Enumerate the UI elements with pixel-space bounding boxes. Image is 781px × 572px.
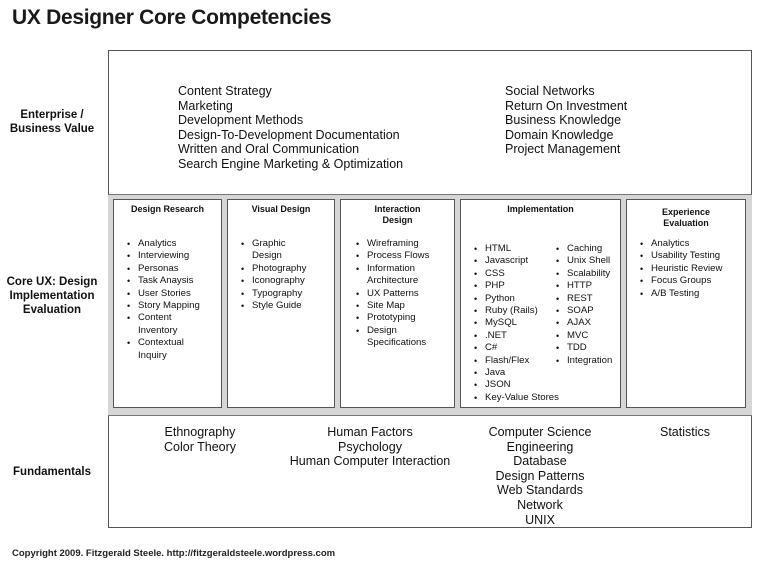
list-item: • Focus Groups <box>639 275 745 287</box>
list-item: • Caching <box>555 243 612 255</box>
fundamentals-item: Color Theory <box>163 439 237 454</box>
list-item: • Prototyping <box>355 312 454 324</box>
fundamentals-item: UNIX <box>525 512 555 527</box>
list-item: • Contextual Inquiry <box>126 337 198 362</box>
enterprise-item: Project Management <box>505 142 621 156</box>
list-item: • Style Guide <box>240 300 334 312</box>
list-item: • AJAX <box>555 317 612 329</box>
list-item: • UX Patterns <box>355 288 454 300</box>
list-item: • Interviewing <box>126 250 221 262</box>
fundamentals-item: Ethnography <box>164 425 236 439</box>
visual-design-list <box>240 238 334 312</box>
copyright-text: Copyright 2009. Fitzgerald Steele. http://fitzgeraldsteele.wordpress.com <box>12 548 336 559</box>
fundamentals-col-4 <box>645 425 725 440</box>
list-item: • JSON <box>473 379 559 391</box>
fundamentals-col-1 <box>150 425 250 454</box>
list-item: • CSS <box>473 268 559 280</box>
box-title: Design Research <box>130 204 205 214</box>
design-research-list <box>126 238 221 362</box>
fundamentals-item: Statistics <box>659 425 710 439</box>
box-implementation <box>460 199 621 408</box>
list-item: • Flash/Flex <box>473 355 559 367</box>
enterprise-right-list <box>505 84 627 157</box>
fundamentals-item: Human Computer Interaction <box>289 454 451 469</box>
implementation-list-col2 <box>555 243 612 367</box>
list-item: • Python <box>473 293 559 305</box>
fundamentals-item: Database <box>513 454 567 469</box>
list-item: • Integration <box>555 355 612 367</box>
fundamentals-item: Human Factors <box>327 425 413 439</box>
list-item: • Iconography <box>240 275 334 287</box>
box-title: Experience Evaluation <box>661 207 711 228</box>
list-item: • HTML <box>473 243 559 255</box>
enterprise-item: Design-To-Development Documentation <box>178 127 400 142</box>
enterprise-item: Return On Investment <box>505 98 628 113</box>
enterprise-item: Development Methods <box>178 113 304 127</box>
list-item: • Wireframing <box>355 238 454 250</box>
enterprise-item: Business Knowledge <box>505 113 622 127</box>
fundamentals-col-3 <box>480 425 600 527</box>
interaction-design-list <box>355 238 454 350</box>
list-item: • Java <box>473 367 559 379</box>
list-item: • User Stories <box>126 288 221 300</box>
list-item: • Design Specifications <box>355 325 437 350</box>
list-item: • Photography <box>240 263 334 275</box>
list-item: • MVC <box>555 330 612 342</box>
list-item: • .NET <box>473 330 559 342</box>
box-title: Interaction Design <box>374 204 421 225</box>
list-item: • Ruby (Rails) <box>473 305 559 317</box>
list-item: • Typography <box>240 288 334 300</box>
list-item: • Content Inventory <box>126 312 198 337</box>
list-item: • Key-Value Stores <box>473 392 559 404</box>
box-design-research <box>113 199 222 408</box>
list-item: • REST <box>555 293 612 305</box>
fundamentals-item: Psychology <box>338 439 402 454</box>
box-title: Implementation <box>507 204 574 214</box>
list-item: • C# <box>473 342 559 354</box>
enterprise-item: Social Networks <box>505 84 595 98</box>
list-item: • SOAP <box>555 305 612 317</box>
list-item: • Analytics <box>126 238 221 250</box>
box-experience-evaluation <box>626 199 746 408</box>
list-item: • Task Anaysis <box>126 275 221 287</box>
list-item: • PHP <box>473 280 559 292</box>
list-item: • Site Map <box>355 300 454 312</box>
enterprise-item: Marketing <box>178 98 233 113</box>
box-visual-design <box>227 199 335 408</box>
row-label-core-ux: Core UX: Design Implementation Evaluation <box>6 276 98 316</box>
enterprise-left-list <box>178 84 403 171</box>
fundamentals-item: Network <box>517 497 563 512</box>
list-item: • TDD <box>555 342 612 354</box>
enterprise-item: Written and Oral Communication <box>178 142 360 156</box>
row-label-fundamentals: Fundamentals <box>13 466 91 478</box>
enterprise-item: Domain Knowledge <box>505 127 614 142</box>
fundamentals-item: Computer Science <box>488 425 592 439</box>
list-item: • Javascript <box>473 255 559 267</box>
implementation-list-col1 <box>473 243 559 404</box>
list-item: • MySQL <box>473 317 559 329</box>
list-item: • Graphic Design <box>240 238 300 263</box>
enterprise-item: Content Strategy <box>178 84 272 98</box>
fundamentals-item: Design Patterns <box>495 468 585 483</box>
list-item: • Information Architecture <box>355 263 439 288</box>
experience-evaluation-list <box>639 238 745 300</box>
list-item: • Analytics <box>639 238 745 250</box>
list-item: • HTTP <box>555 280 612 292</box>
list-item: • Story Mapping <box>126 300 221 312</box>
box-interaction-design <box>340 199 455 408</box>
page-title: UX Designer Core Competencies <box>12 6 332 29</box>
box-title: Visual Design <box>251 204 311 214</box>
list-item: • Unix Shell <box>555 255 612 267</box>
list-item: • Scalability <box>555 268 612 280</box>
list-item: • Heuristic Review <box>639 263 745 275</box>
fundamentals-col-2 <box>285 425 455 469</box>
fundamentals-item: Engineering <box>506 439 574 454</box>
list-item: • Personas <box>126 263 221 275</box>
list-item: • Usability Testing <box>639 250 745 262</box>
enterprise-item: Search Engine Marketing & Optimization <box>178 156 404 171</box>
row-label-enterprise: Enterprise / Business Value <box>9 109 95 135</box>
fundamentals-item: Web Standards <box>497 483 583 498</box>
list-item: • A/B Testing <box>639 288 745 300</box>
list-item: • Process Flows <box>355 250 454 262</box>
